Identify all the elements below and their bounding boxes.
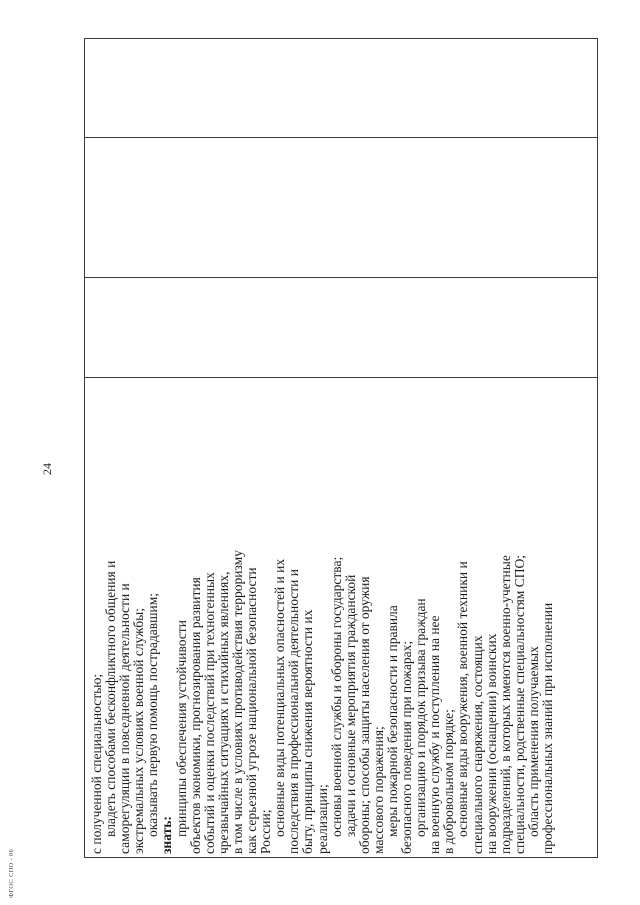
paragraph: [456, 378, 526, 854]
text-line: безопасного поведения при пожарах;: [399, 640, 415, 854]
text-line: принципы обеспечения устойчивости: [173, 620, 189, 837]
text-line: специального снаряжения, состоящих: [469, 635, 485, 854]
text-line: область применения получаемых: [525, 646, 541, 837]
text-line: знать:: [159, 816, 175, 854]
text-line: событий и оценки последствий при техногенных: [201, 572, 217, 854]
text-line: массового поражения;: [370, 726, 386, 854]
text-line: России;: [258, 809, 274, 854]
page-number: 24: [40, 463, 54, 475]
text-line: на военную службу и поступления на нее: [427, 615, 443, 854]
text-line: как серьезной угрозе национальной безопасности: [244, 567, 260, 854]
text-line: оказывать первую помощь пострадавшим;: [145, 592, 161, 837]
paragraph: [90, 378, 104, 854]
paragraph: [273, 378, 329, 854]
paragraph: [527, 378, 555, 854]
text-line: задачи и основные мероприятия гражданской: [342, 574, 358, 837]
section-heading: [160, 378, 174, 854]
text-line: саморегуляции в повседневной деятельности и: [117, 583, 133, 854]
cell-text-block: [85, 378, 555, 857]
text-line: в добровольном порядке;: [441, 709, 457, 854]
paragraph: [146, 378, 160, 854]
text-line: последствия в профессиональной деятельности и: [286, 569, 302, 854]
text-line: в том числе в условиях противодействия терроризму: [229, 550, 245, 854]
paragraph: [104, 378, 146, 854]
text-line: организацию и порядок призыва граждан: [413, 598, 429, 837]
text-line: быту, принципы снижения вероятности их: [300, 609, 316, 854]
text-line: на вооружении (оснащении) воинских: [483, 633, 499, 854]
text-line: с полученной специальностью;: [89, 673, 104, 854]
text-line: подразделений, в которых имеются военно-учетные: [497, 555, 513, 854]
competency-table: [84, 38, 598, 858]
table-cell-empty: [85, 277, 597, 377]
footer-code: ФГОС СПО - 06: [8, 848, 15, 898]
paragraph: [330, 378, 344, 854]
paragraph: [414, 378, 456, 854]
paragraph: [386, 378, 414, 854]
table-cell-empty: [85, 137, 597, 277]
text-line: обороны; способы защиты населения от оружия: [356, 576, 372, 854]
text-line: основы военной службы и обороны государства;: [328, 556, 344, 837]
text-line: профессиональных знаний при исполнении: [540, 602, 555, 854]
text-line: объектов экономики, прогнозирования развития: [187, 577, 203, 854]
text-line: экстремальных условиях военной службы;: [131, 608, 147, 854]
text-line: специальности, родственные специальностям СПО;: [511, 555, 527, 854]
text-line: реализации;: [314, 784, 330, 854]
paragraph: [175, 378, 274, 854]
text-line: основные виды потенциальных опасностей и их: [272, 558, 288, 837]
table-cell-empty: [85, 39, 597, 137]
paragraph: [344, 378, 386, 854]
table-cell-knowledge: [85, 377, 597, 857]
text-line: чрезвычайных ситуациях и стихийных явлениях,: [215, 571, 231, 854]
text-line: основные виды вооружения, военной техники и: [455, 561, 471, 837]
text-line: меры пожарной безопасности и правила: [384, 605, 400, 837]
text-line: владеть способами бесконфликтного общения и: [103, 560, 119, 837]
